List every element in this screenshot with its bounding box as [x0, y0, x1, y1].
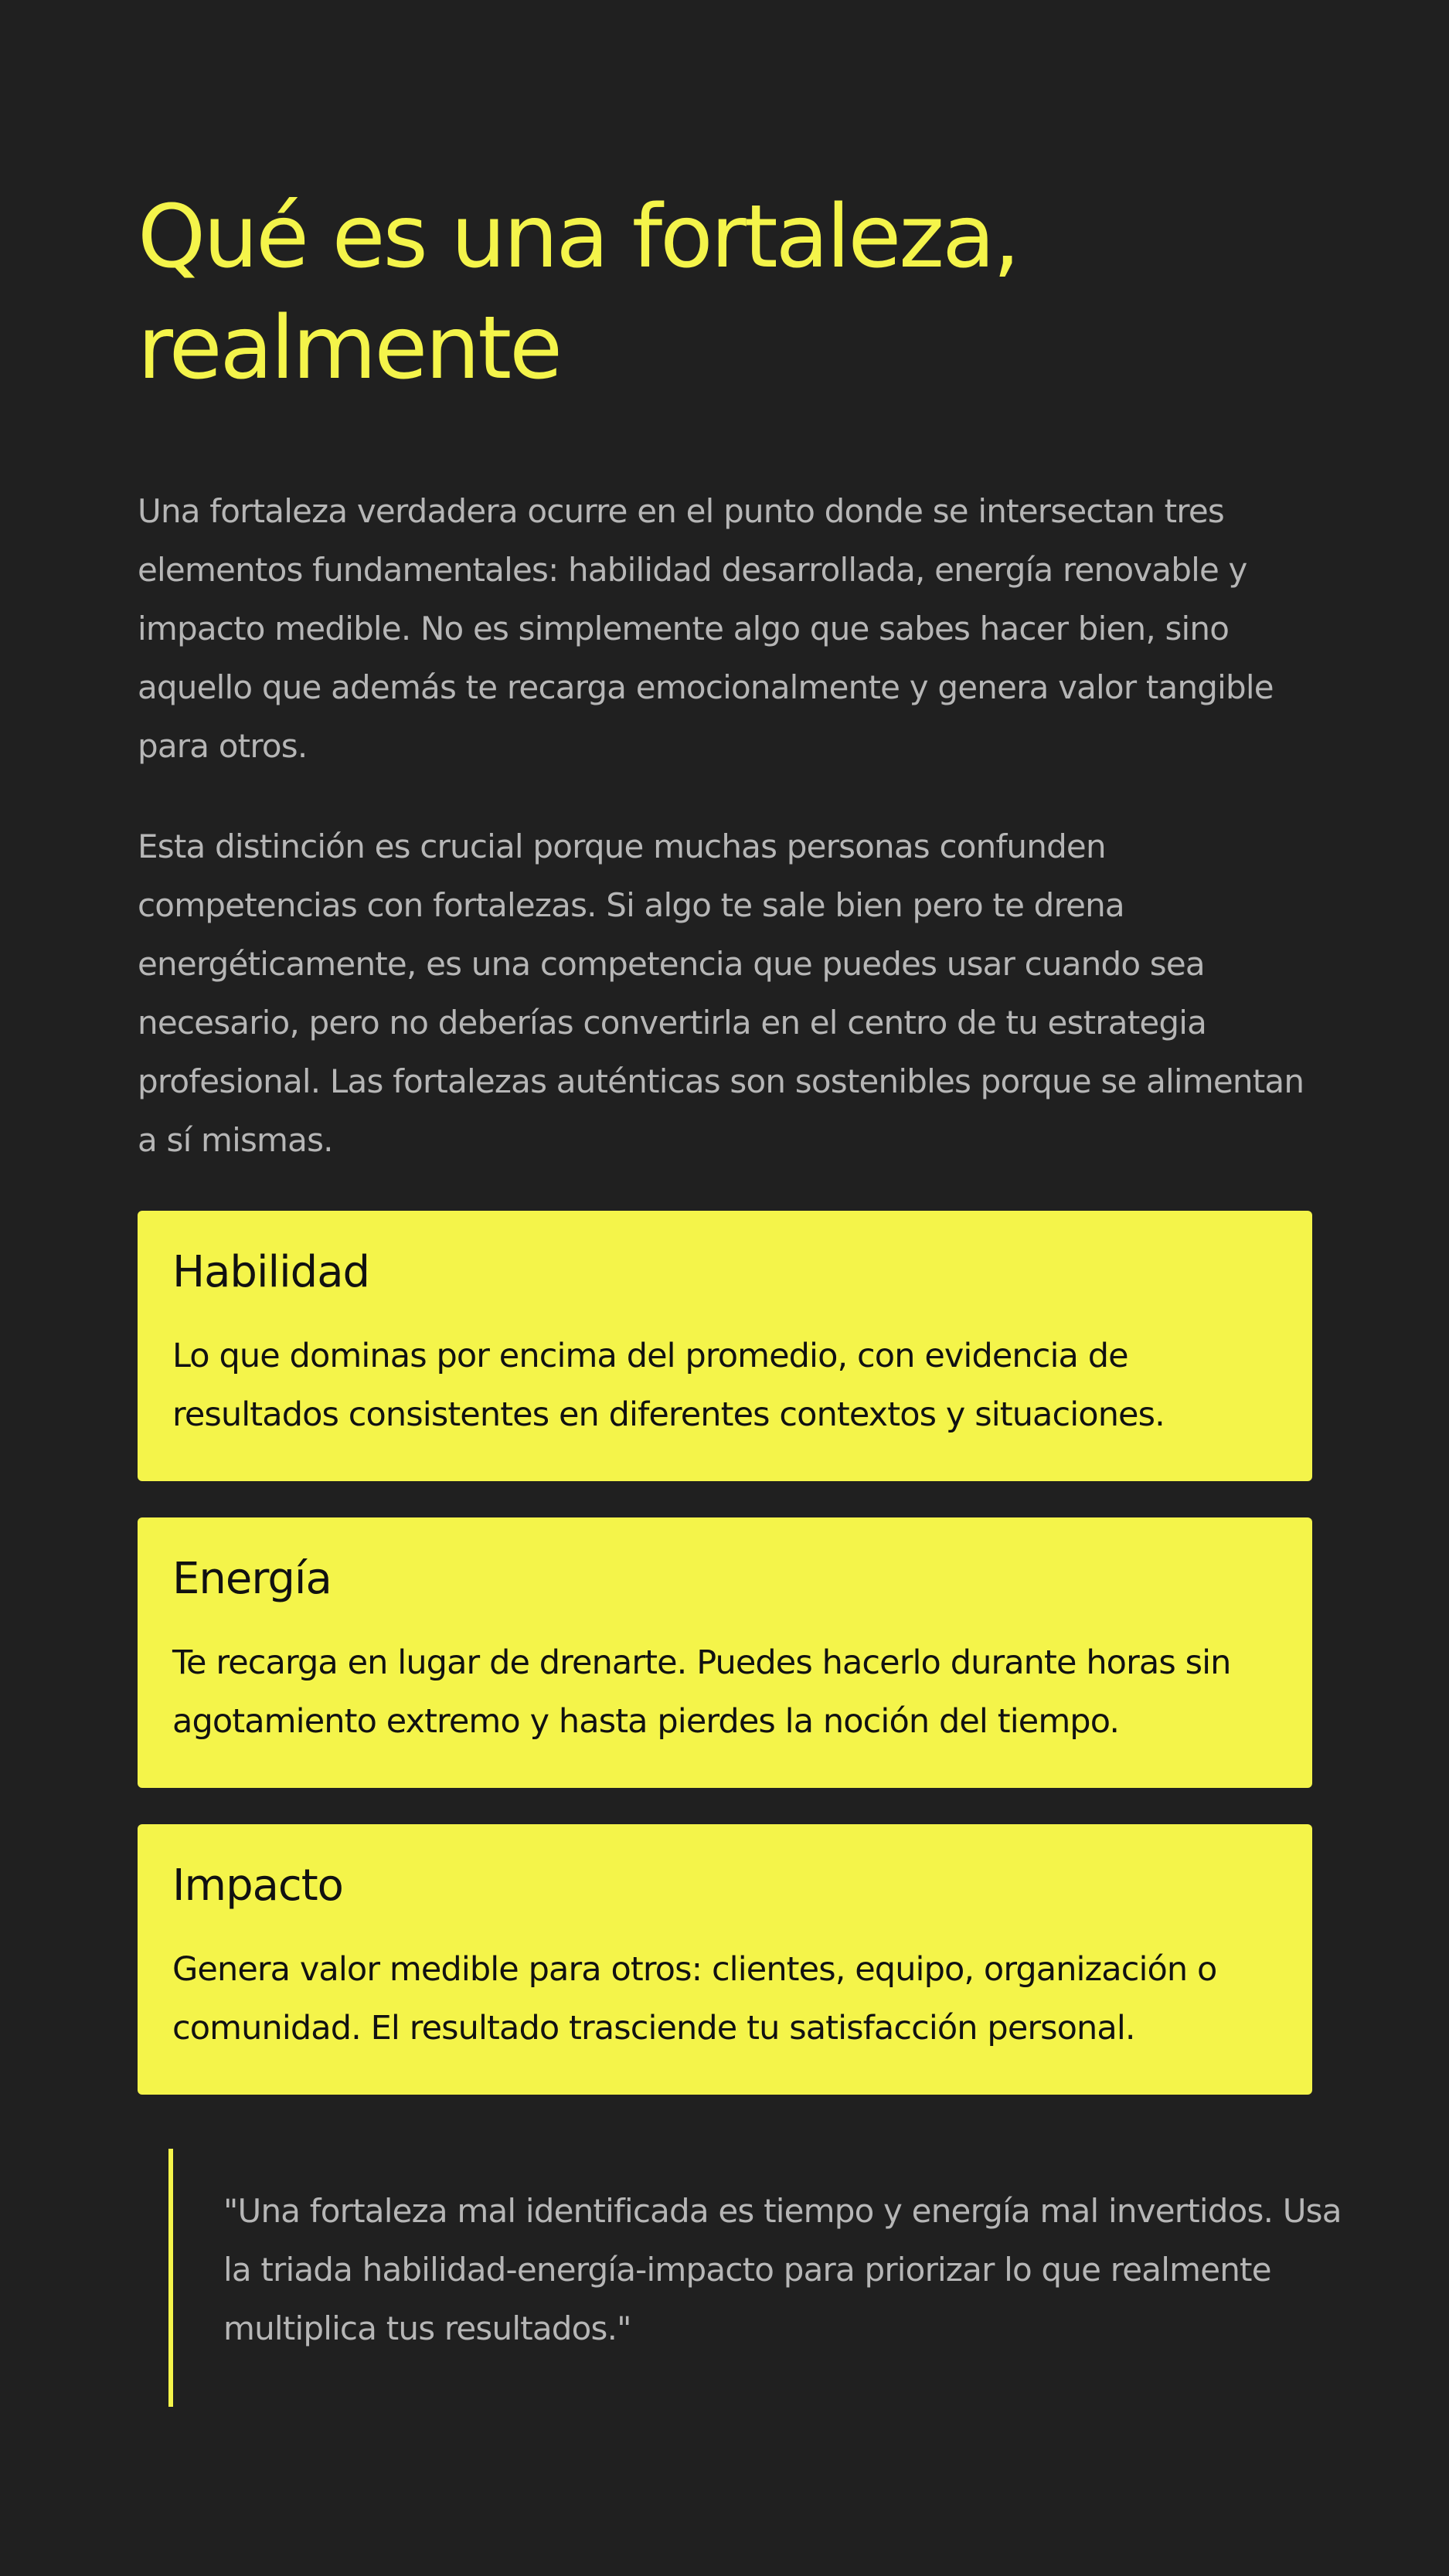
card-title: Impacto: [172, 1861, 343, 1911]
card-impacto: [138, 1824, 1312, 2095]
intro-paragraph: Una fortaleza verdadera ocurre en el punto donde se intersectan tres elementos fundamentales: habilidad desarrollada, energía renovable y impacto medible. No es simplemente algo que sabes hacer bien, sino aquello que además te recarga emocionalmente y genera valor tangible para otros.: [138, 492, 1274, 765]
card-text: Lo que dominas por encima del promedio, con evidencia de resultados consistentes en diferentes contextos y situaciones.: [172, 1337, 1165, 1434]
card-text: Genera valor medible para otros: clientes, equipo, organización o comunidad. El resultado trasciende tu satisfacción personal.: [172, 1950, 1217, 2048]
distinction-paragraph: Esta distinción es crucial porque muchas personas confunden competencias con fortalezas. Si algo te sale bien pero te drena energéticamente, es una competencia que puedes usar cuando sea necesario, pero no deberías convertirla en el centro de tu estrategia profesional. Las fortalezas auténticas son sostenibles porque se alimentan a sí mismas.: [138, 828, 1304, 1159]
card-title: Habilidad: [172, 1247, 370, 1297]
quote-text: "Una fortaleza mal identificada es tiempo y energía mal invertidos. Usa la triada habilidad-energía-impacto para priorizar lo que realmente multiplica tus resultados.": [223, 2192, 1342, 2347]
card-energia: [138, 1517, 1312, 1788]
card-habilidad: [138, 1211, 1312, 1481]
pull-quote: [168, 2149, 1347, 2407]
card-title: Energía: [172, 1554, 332, 1604]
card-text: Te recarga en lugar de drenarte. Puedes hacerlo durante horas sin agotamiento extremo y hasta pierdes la noción del tiempo.: [172, 1643, 1231, 1741]
page-title: Qué es una fortaleza, realmente: [138, 187, 1019, 399]
